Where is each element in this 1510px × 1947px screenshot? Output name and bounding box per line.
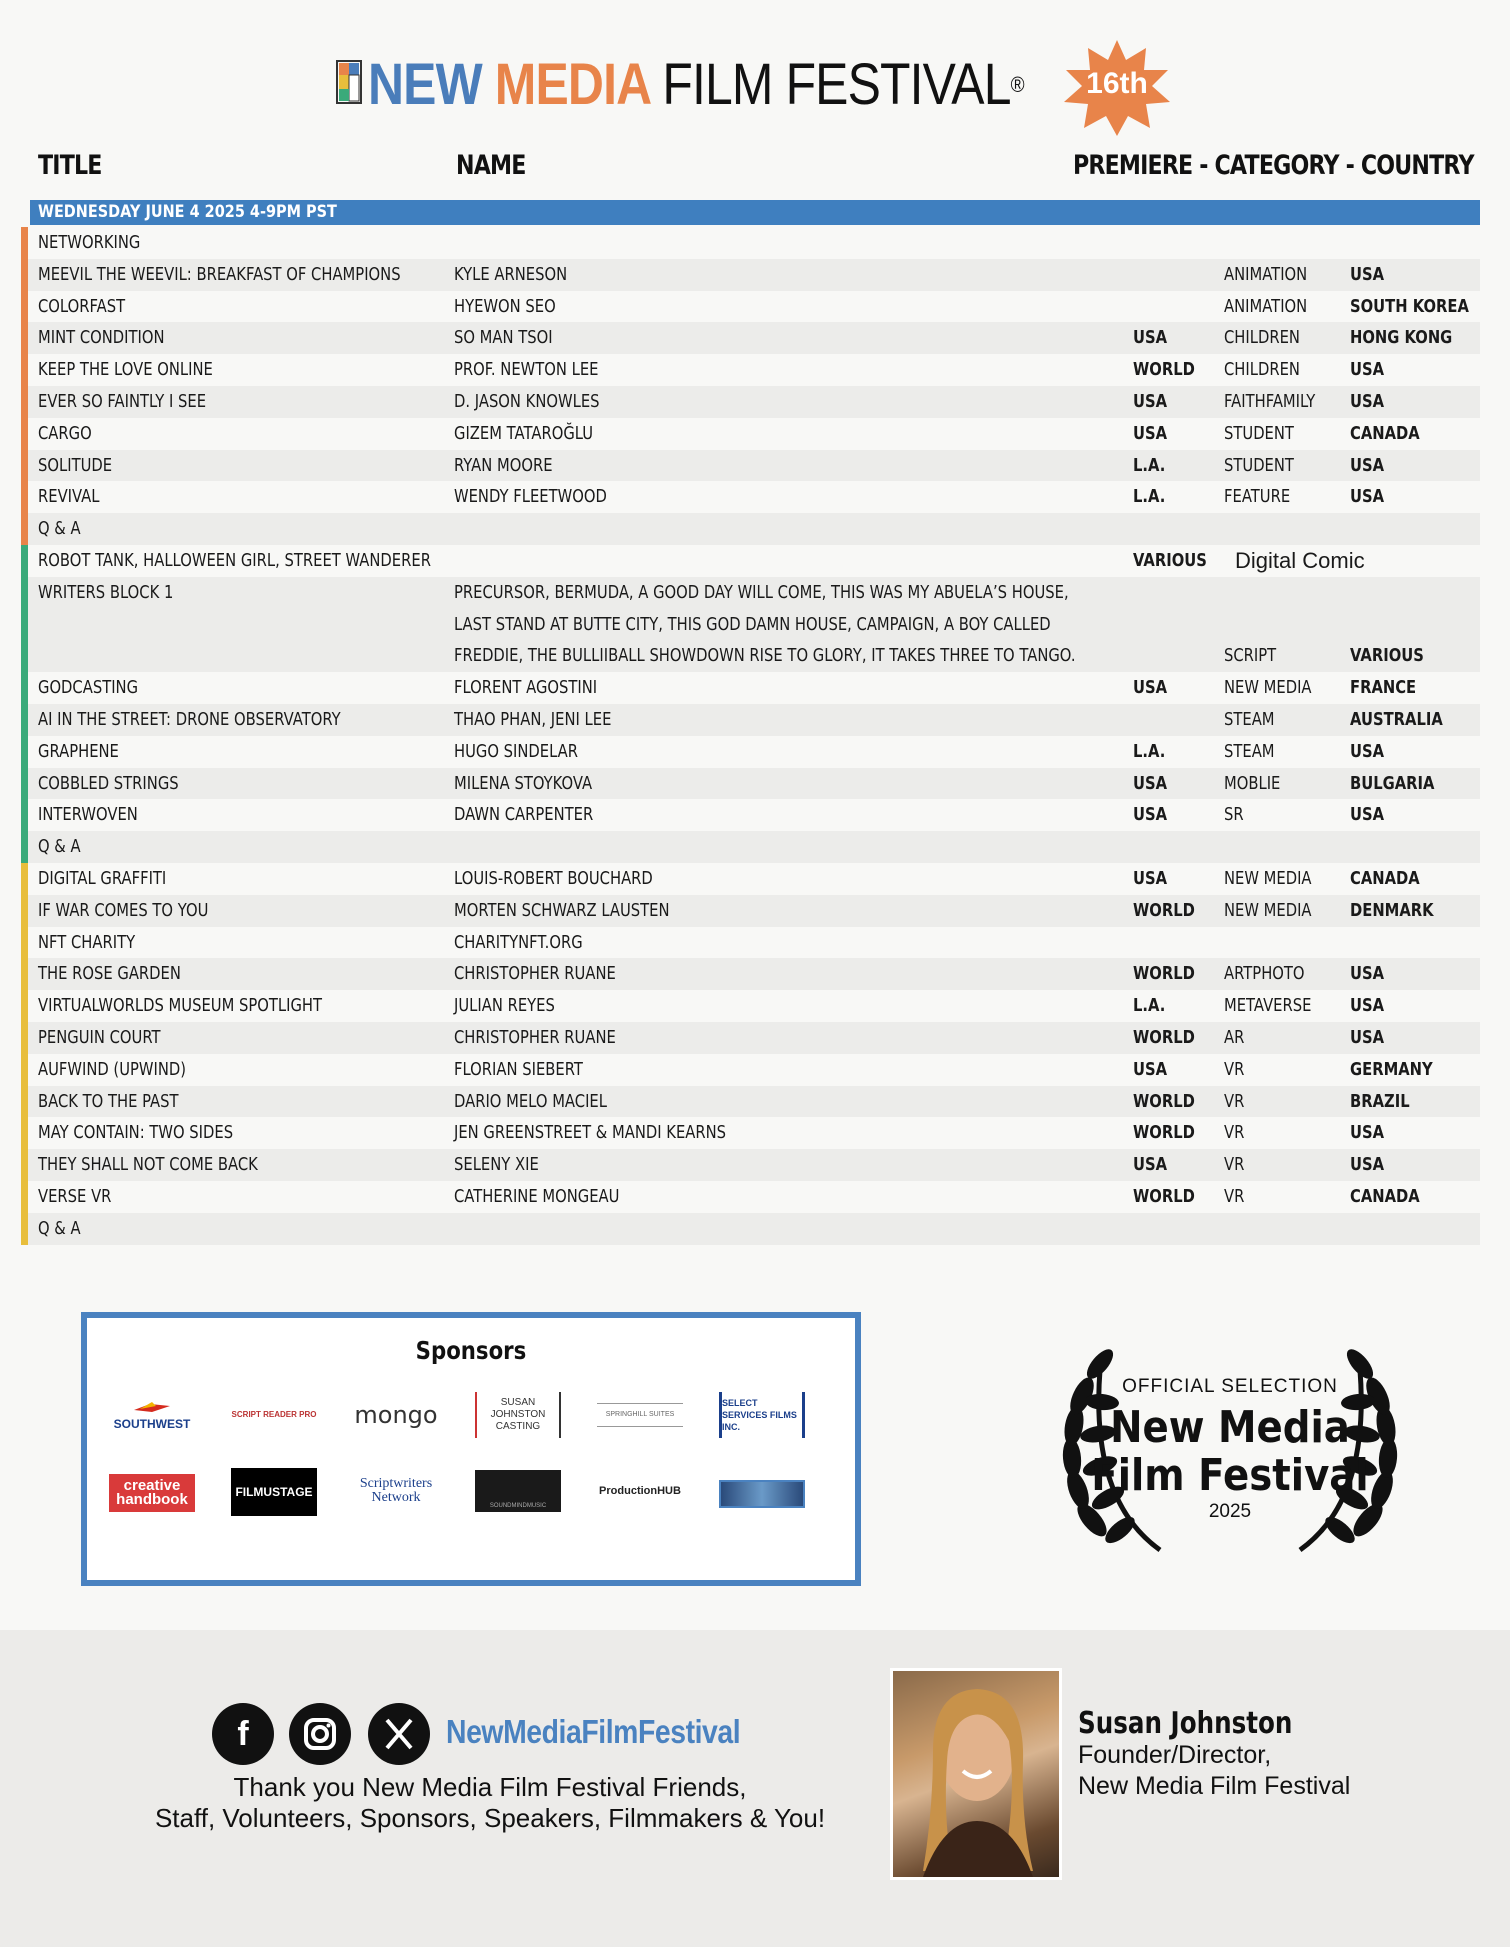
row-country: CANADA: [1350, 422, 1420, 444]
row-title: EVER SO FAINTLY I SEE: [38, 390, 207, 412]
row-title: AUFWIND (UPWIND): [38, 1058, 187, 1080]
row-title: KEEP THE LOVE ONLINE: [38, 359, 213, 381]
sponsor-logo-script-reader-pro[interactable]: SCRIPT READER PRO: [231, 1410, 317, 1419]
row-country: HONG KONG: [1350, 327, 1453, 349]
laurel-new-media: New Media: [1110, 1402, 1350, 1453]
laurel-film-festival: Film Festival: [1091, 1450, 1369, 1501]
row-premiere: WORLD: [1133, 1185, 1195, 1207]
row-title: MEEVIL THE WEEVIL: BREAKFAST OF CHAMPIONS: [38, 263, 401, 285]
brand-new: NEW: [368, 52, 482, 117]
row-country: USA: [1350, 963, 1385, 985]
section-color-bar: [21, 863, 28, 895]
row-name: MORTEN SCHWARZ LAUSTEN: [454, 899, 670, 921]
section-color-bar: [21, 386, 28, 418]
row-title: BACK TO THE PAST: [38, 1090, 179, 1112]
row-category: STEAM: [1224, 740, 1275, 762]
row-premiere: WORLD: [1133, 899, 1195, 921]
row-category: CHILDREN: [1224, 359, 1300, 381]
row-name: FLORIAN SIEBERT: [454, 1058, 583, 1080]
row-title: COLORFAST: [38, 295, 126, 317]
section-color-bar: [21, 1149, 28, 1181]
schedule-row: [21, 291, 1480, 323]
row-category: Digital Comic: [1235, 547, 1365, 573]
row-name: CHRISTOPHER RUANE: [454, 963, 616, 985]
row-name: LOUIS-ROBERT BOUCHARD: [454, 867, 653, 889]
sponsor-logo-soundmindmusic[interactable]: SOUNDMINDMUSIC: [475, 1470, 561, 1512]
row-country: BULGARIA: [1350, 772, 1435, 794]
section-color-bar: [21, 513, 28, 545]
schedule-row: [21, 227, 1480, 259]
row-country: USA: [1350, 995, 1385, 1017]
row-premiere: USA: [1133, 390, 1168, 412]
brand-media: MEDIA: [494, 52, 650, 117]
section-color-bar: [21, 577, 28, 672]
row-country: USA: [1350, 1122, 1385, 1144]
row-country: GERMANY: [1350, 1058, 1433, 1080]
row-name: GIZEM TATAROĞLU: [454, 422, 594, 444]
row-title: AI IN THE STREET: DRONE OBSERVATORY: [38, 708, 341, 730]
row-name: PRECURSOR, BERMUDA, A GOOD DAY WILL COME, THIS WAS MY ABUELA’S HOUSE, LAST STAND AT BUTTE CITY, THIS GOD DAMN HOUSE, CAMPAIGN, A BOY CALLED FREDDIE, THE BULLIIBALL SHOWDOWN RISE TO GLORY, IT TAKES THREE TO TANGO.: [454, 581, 1076, 667]
row-category: NEW MEDIA: [1224, 899, 1312, 921]
row-country: VARIOUS: [1350, 645, 1424, 667]
director-role: [1078, 1740, 1350, 1802]
row-name: JULIAN REYES: [454, 995, 555, 1017]
schedule-row: [21, 259, 1480, 291]
row-category: MOBLIE: [1224, 772, 1281, 794]
registered-mark: ®: [1010, 72, 1024, 97]
row-title: PENGUIN COURT: [38, 1026, 161, 1048]
section-color-bar: [21, 545, 28, 577]
x-twitter-icon[interactable]: [368, 1703, 430, 1765]
row-title: THE ROSE GARDEN: [38, 963, 181, 985]
row-country: FRANCE: [1350, 677, 1417, 699]
schedule-row: [21, 481, 1480, 513]
row-premiere: USA: [1133, 772, 1168, 794]
row-name: SO MAN TSOI: [454, 327, 553, 349]
facebook-icon[interactable]: f: [212, 1703, 274, 1765]
row-title: INTERWOVEN: [38, 804, 138, 826]
row-category: SCRIPT: [1224, 645, 1277, 667]
row-name: DARIO MELO MACIEL: [454, 1090, 607, 1112]
sponsor-logo-banner[interactable]: [719, 1480, 805, 1508]
schedule-row: [21, 768, 1480, 800]
thanks-line-2: Staff, Volunteers, Sponsors, Speakers, Filmmakers & You!: [154, 1803, 826, 1833]
section-color-bar: [21, 354, 28, 386]
schedule-row: [21, 799, 1480, 831]
row-title: ROBOT TANK, HALLOWEEN GIRL, STREET WANDERER: [38, 549, 431, 571]
row-premiere: USA: [1133, 327, 1168, 349]
day-label: WEDNESDAY JUNE 4 2025 4-9PM PST: [38, 202, 337, 222]
row-category: VR: [1224, 1058, 1245, 1080]
section-color-bar: [21, 927, 28, 959]
row-title: WRITERS BLOCK 1: [38, 581, 174, 603]
schedule-row: [21, 831, 1480, 863]
row-name: FLORENT AGOSTINI: [454, 677, 598, 699]
row-premiere: L.A.: [1133, 740, 1166, 762]
schedule-row: [21, 1054, 1480, 1086]
row-country: CANADA: [1350, 1185, 1420, 1207]
row-country: USA: [1350, 1154, 1385, 1176]
row-category: NEW MEDIA: [1224, 867, 1312, 889]
row-country: USA: [1350, 486, 1385, 508]
sponsor-logo-mongo[interactable]: mongo: [354, 1401, 438, 1429]
section-color-bar: [21, 1086, 28, 1118]
row-name: THAO PHAN, JENI LEE: [454, 708, 612, 730]
row-category: STEAM: [1224, 708, 1275, 730]
row-category: CHILDREN: [1224, 327, 1300, 349]
row-name: CATHERINE MONGEAU: [454, 1185, 620, 1207]
section-color-bar: [21, 704, 28, 736]
row-title: SOLITUDE: [38, 454, 113, 476]
row-title: REVIVAL: [38, 486, 100, 508]
row-name: RYAN MOORE: [454, 454, 553, 476]
row-name: SELENY XIE: [454, 1154, 539, 1176]
row-name: CHARITYNFT.ORG: [454, 931, 583, 953]
row-title: IF WAR COMES TO YOU: [38, 899, 209, 921]
row-title: VERSE VR: [38, 1185, 112, 1207]
thanks-line-1: Thank you New Media Film Festival Friends,: [233, 1772, 747, 1802]
column-name: NAME: [456, 150, 526, 181]
schedule-row: [21, 322, 1480, 354]
social-handle[interactable]: NewMediaFilmFestival: [446, 1713, 741, 1750]
row-title: THEY SHALL NOT COME BACK: [38, 1154, 258, 1176]
row-name: DAWN CARPENTER: [454, 804, 594, 826]
section-color-bar: [21, 958, 28, 990]
row-premiere: WORLD: [1133, 1090, 1195, 1112]
row-country: USA: [1350, 263, 1385, 285]
schedule-row: [21, 704, 1480, 736]
row-premiere: WORLD: [1133, 1122, 1195, 1144]
schedule-row: [21, 672, 1480, 704]
row-category: METAVERSE: [1224, 995, 1312, 1017]
row-title: COBBLED STRINGS: [38, 772, 179, 794]
schedule-row: [21, 1117, 1480, 1149]
sponsor-logo-select-services[interactable]: SELECT SERVICES FILMS INC.: [719, 1392, 805, 1438]
row-title: Q & A: [38, 518, 81, 540]
section-color-bar: [21, 481, 28, 513]
festival-header: [0, 44, 1510, 124]
schedule-row: [21, 1086, 1480, 1118]
row-premiere: USA: [1133, 677, 1168, 699]
row-category: NEW MEDIA: [1224, 677, 1312, 699]
schedule-row: [21, 577, 1480, 672]
row-category: FEATURE: [1224, 486, 1291, 508]
row-title: NETWORKING: [38, 232, 141, 253]
row-country: CANADA: [1350, 867, 1420, 889]
section-color-bar: [21, 450, 28, 482]
brand-film-festival: FILM FESTIVAL: [662, 52, 1011, 117]
section-color-bar: [21, 895, 28, 927]
section-color-bar: [21, 1117, 28, 1149]
instagram-icon[interactable]: [289, 1703, 351, 1765]
schedule-row: [21, 354, 1480, 386]
row-title: CARGO: [38, 422, 92, 444]
schedule-row: [21, 450, 1480, 482]
row-country: AUSTRALIA: [1350, 708, 1443, 730]
sponsor-logo-productionhub[interactable]: ProductionHUB: [599, 1485, 681, 1497]
section-color-bar: [21, 227, 28, 259]
row-country: USA: [1350, 804, 1385, 826]
row-name: HYEWON SEO: [454, 295, 556, 317]
row-premiere: USA: [1133, 1058, 1168, 1080]
section-color-bar: [21, 831, 28, 863]
sponsors-box: [81, 1312, 861, 1586]
festival-title: [368, 50, 1024, 120]
row-country: SOUTH KOREA: [1350, 295, 1469, 317]
row-category: VR: [1224, 1090, 1245, 1112]
row-title: MAY CONTAIN: TWO SIDES: [38, 1122, 234, 1144]
row-name: HUGO SINDELAR: [454, 740, 579, 762]
schedule-row: [21, 1149, 1480, 1181]
row-country: USA: [1350, 359, 1385, 381]
row-premiere: L.A.: [1133, 995, 1166, 1017]
row-title: DIGITAL GRAFFITI: [38, 867, 167, 889]
schedule-row: [21, 958, 1480, 990]
sponsor-logo-scriptwriters-network[interactable]: Scriptwriters Network: [359, 1476, 433, 1505]
row-premiere: L.A.: [1133, 454, 1166, 476]
row-category: STUDENT: [1224, 422, 1294, 444]
festival-logo-icon: [335, 59, 363, 105]
row-name: MILENA STOYKOVA: [454, 772, 593, 794]
row-premiere: WORLD: [1133, 1026, 1195, 1048]
row-premiere: VARIOUS: [1133, 549, 1207, 571]
row-category: SR: [1224, 804, 1244, 826]
section-color-bar: [21, 1022, 28, 1054]
sponsors-title: Sponsors: [415, 1336, 527, 1365]
sponsor-logo-creative-handbook[interactable]: creative handbook: [109, 1474, 195, 1512]
row-category: VR: [1224, 1185, 1245, 1207]
edition-badge: 16th: [1086, 67, 1148, 100]
director-role-line-1: Founder/Director,: [1078, 1741, 1272, 1769]
row-title: MINT CONDITION: [38, 327, 165, 349]
row-category: STUDENT: [1224, 454, 1294, 476]
row-premiere: USA: [1133, 867, 1168, 889]
schedule-row: [21, 386, 1480, 418]
sponsor-logo-springhill-suites[interactable]: SPRINGHILL SUITES: [597, 1403, 683, 1427]
section-color-bar: [21, 291, 28, 323]
southwest-heart-icon: [130, 1400, 174, 1416]
row-premiere: WORLD: [1133, 963, 1195, 985]
column-title: TITLE: [38, 150, 102, 181]
schedule-row: [21, 927, 1480, 959]
row-name: CHRISTOPHER RUANE: [454, 1026, 616, 1048]
row-category: ARTPHOTO: [1224, 963, 1305, 985]
row-title: GRAPHENE: [38, 740, 119, 762]
row-category: AR: [1224, 1026, 1245, 1048]
row-title: GODCASTING: [38, 677, 139, 699]
section-color-bar: [21, 768, 28, 800]
schedule-row: [21, 1181, 1480, 1213]
laurel-year: 2025: [1208, 1501, 1252, 1522]
sponsor-logo-susan-johnston-casting[interactable]: SUSAN JOHNSTON CASTING: [475, 1392, 561, 1438]
row-category: FAITHFAMILY: [1224, 390, 1316, 412]
row-title: Q & A: [38, 836, 81, 858]
row-country: USA: [1350, 454, 1385, 476]
schedule-row: [21, 990, 1480, 1022]
schedule-row: [21, 1213, 1480, 1245]
row-title: Q & A: [38, 1217, 81, 1239]
row-name: PROF. NEWTON LEE: [454, 359, 599, 381]
schedule-row: [21, 895, 1480, 927]
director-role-line-2: New Media Film Festival: [1078, 1772, 1351, 1800]
row-name: JEN GREENSTREET & MANDI KEARNS: [454, 1122, 727, 1144]
section-color-bar: [21, 1213, 28, 1245]
row-category: ANIMATION: [1224, 295, 1308, 317]
schedule-row: [21, 513, 1480, 545]
row-category: ANIMATION: [1224, 263, 1308, 285]
row-premiere: USA: [1133, 1154, 1168, 1176]
column-premiere-category-country: PREMIERE - CATEGORY - COUNTRY: [1073, 150, 1474, 181]
row-name: WENDY FLEETWOOD: [454, 486, 607, 508]
row-country: USA: [1350, 390, 1385, 412]
section-color-bar: [21, 1054, 28, 1086]
thank-you-message: [100, 1772, 880, 1834]
sponsor-logo-filmustage[interactable]: FILMUSTAGE: [231, 1468, 317, 1516]
schedule-row: [21, 1022, 1480, 1054]
section-color-bar: [21, 322, 28, 354]
section-color-bar: [21, 736, 28, 768]
section-color-bar: [21, 259, 28, 291]
row-category: VR: [1224, 1122, 1245, 1144]
row-title: NFT CHARITY: [38, 931, 136, 953]
row-name: KYLE ARNESON: [454, 263, 568, 285]
section-color-bar: [21, 1181, 28, 1213]
row-name: D. JASON KNOWLES: [454, 390, 600, 412]
row-premiere: WORLD: [1133, 359, 1195, 381]
row-premiere: USA: [1133, 422, 1168, 444]
section-color-bar: [21, 799, 28, 831]
director-photo: [890, 1668, 1062, 1880]
laurel-official-selection: OFFICIAL SELECTION: [1122, 1376, 1338, 1397]
schedule-row: [21, 418, 1480, 450]
sponsor-logo-southwest[interactable]: SOUTHWEST: [109, 1392, 195, 1438]
row-category: VR: [1224, 1154, 1245, 1176]
section-color-bar: [21, 418, 28, 450]
schedule-row: [21, 545, 1480, 577]
schedule-row: [21, 736, 1480, 768]
director-name: Susan Johnston: [1078, 1706, 1293, 1741]
row-premiere: USA: [1133, 804, 1168, 826]
row-country: DENMARK: [1350, 899, 1434, 921]
schedule-table: [21, 227, 1480, 1245]
day-header: [30, 200, 1480, 225]
section-color-bar: [21, 990, 28, 1022]
row-premiere: L.A.: [1133, 486, 1166, 508]
row-country: USA: [1350, 740, 1385, 762]
row-title: VIRTUALWORLDS MUSEUM SPOTLIGHT: [38, 995, 323, 1017]
schedule-row: [21, 863, 1480, 895]
section-color-bar: [21, 672, 28, 704]
row-country: USA: [1350, 1026, 1385, 1048]
row-country: BRAZIL: [1350, 1090, 1410, 1112]
